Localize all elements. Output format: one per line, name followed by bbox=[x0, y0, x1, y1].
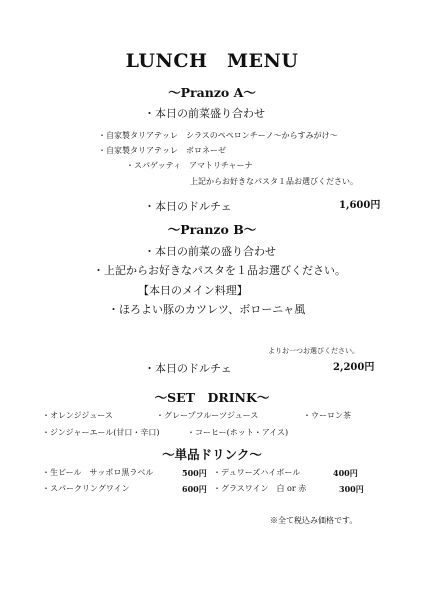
pranzo-b-main-heading: 【本日のメイン料理】 bbox=[138, 284, 248, 297]
pranzo-a-appetizer: ・本日の前菜盛り合わせ bbox=[144, 107, 265, 120]
single-drink-name: ・生ビール サッポロ黒ラベル bbox=[42, 468, 154, 477]
pranzo-a-price: 1,600円 bbox=[339, 200, 381, 211]
pranzo-b-heading: ～Pranzo B～ bbox=[167, 222, 257, 237]
single-drink-price: 500円 bbox=[182, 468, 207, 478]
pranzo-b-pasta-line: ・上記からお好きなパスタを１品お選びください。 bbox=[93, 264, 346, 277]
menu-title: LUNCH MENU bbox=[125, 50, 299, 72]
single-drink-price: 300円 bbox=[339, 484, 364, 494]
pranzo-b-dessert: ・本日のドルチェ bbox=[144, 362, 232, 375]
set-drink-item: ・オレンジジュース bbox=[42, 411, 113, 420]
pranzo-b-appetizer: ・本日の前菜の盛り合わせ bbox=[144, 245, 276, 258]
set-drink-item: ・コーヒー(ホット・アイス) bbox=[187, 428, 289, 437]
set-drink-heading: ～SET DRINK～ bbox=[154, 390, 270, 405]
pranzo-a-pasta-3: ・スパゲッティ アマトリチャーナ bbox=[126, 161, 253, 170]
single-drink-name: ・デュワーズハイボール bbox=[213, 468, 301, 477]
pranzo-a-pasta-note: 上記からお好きなパスタ１品お選びください。 bbox=[190, 177, 358, 186]
pranzo-a-pasta-1: ・自家製タリアテッレ シラスのペペロンチーノ～からすみがけ～ bbox=[98, 131, 338, 140]
pranzo-a-dessert: ・本日のドルチェ bbox=[144, 200, 232, 213]
pranzo-a-pasta-2: ・自家製タリアテッレ ボロネーゼ bbox=[98, 146, 226, 155]
set-drink-item: ・グレープフルーツジュース bbox=[156, 411, 259, 420]
pranzo-b-price: 2,200円 bbox=[333, 362, 375, 373]
set-drink-item: ・ウーロン茶 bbox=[303, 411, 351, 420]
single-drink-price: 600円 bbox=[182, 484, 207, 494]
pranzo-b-choice-note: よりお一つお選びください。 bbox=[268, 347, 359, 355]
single-drink-name: ・グラスワイン 白 or 赤 bbox=[213, 484, 307, 493]
pranzo-a-heading: ～Pranzo A～ bbox=[168, 85, 256, 100]
single-drink-heading: ～単品ドリンク～ bbox=[162, 447, 262, 462]
set-drink-item: ・ジンジャーエール(甘口・辛口) bbox=[42, 428, 160, 437]
single-drink-price: 400円 bbox=[333, 468, 358, 478]
pranzo-b-main-dish: ・ほろよい豚のカツレツ、ボローニャ風 bbox=[108, 303, 306, 316]
single-drink-name: ・スパークリングワイン bbox=[42, 484, 130, 493]
tax-note: ※全て税込み価格です。 bbox=[270, 516, 358, 525]
